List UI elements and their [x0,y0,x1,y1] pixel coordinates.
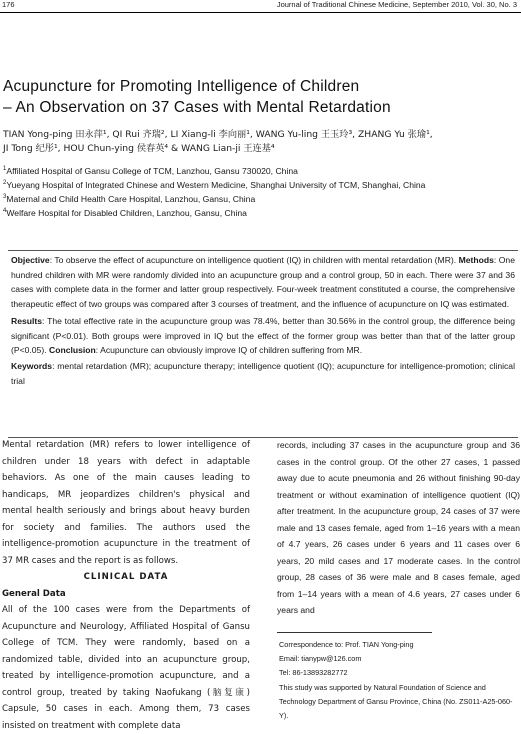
page-number: 176 [2,0,15,9]
authors-line-1: TIAN Yong-ping 田永萍¹, QI Rui 齐瑞², LI Xiang-li 李向丽¹, WANG Yu-ling 王玉玲³, ZHANG Yu 张瑜¹, [3,129,433,140]
affiliation-4: $^4$Welfare Hospital for Disabled Children, Lanzhou, Gansu, China [3,208,247,218]
email: Email: tianypw@126.com [279,654,362,664]
section-heading: CLINICAL DATA [83,572,169,582]
footnote-divider [277,632,432,633]
left-column [2,437,250,734]
funding-note: This study was supported by Natural Foundation of Science and Technology Department of Gansu Province, China (No. ZS011-A25-060-Y). [279,682,513,721]
keywords: Keywords: mental retardation (MR); acupuncture therapy; intelligence quotient (IQ); acupuncture for intelligence-promotion; clinical trial [11,360,515,386]
right-column [277,437,520,619]
authors-line-2: JI Tong 纪彤¹, HOU Chun-ying 侯春英⁴ & WANG Lian-ji 王连基⁴ [3,143,275,154]
abstract-box [8,250,518,438]
article-title [3,76,518,118]
abstract-results: Results: The total effective rate in the acupuncture group was 78.4%, better than 30.56% in the control group, the difference being significant (P<0.01). Both groups were improved in IQ but the effect of the former group was better than that of the latter group (P<0.05). Conclusion: Acupuncture can obviously improve IQ of children suffering from MR. [11,315,515,356]
subheading: General Data [2,588,66,599]
intro-paragraph: Mental retardation (MR) refers to lower intelligence of children under 18 years with defect in adaptable behaviors. As one of the main causes leading to handicaps, MR jeopardizes children's physical and mental health seriously and brings about heavy burden for society and families. The authors used the intelligence-promotion acupuncture in the treatment of 37 MR cases and the report is as follows. [2,440,250,566]
running-header [0,0,521,13]
affiliation-3: $^3$Maternal and Child Health Care Hospital, Lanzhou, Gansu, China [3,194,256,204]
continued-paragraph: records, including 37 cases in the acupuncture group and 36 cases in the control group. Of the other 27 cases, 1 passed away due to acute pneumonia and 26 without finishing 90-day treatment or without examination of intelligence quotient (IQ) after treatment. In the acupuncture group, 24 cases of 37 were male and 13 cases female, aged from 1–16 years with a mean of 4.7 years, 26 cases under 6 years and 11 cases over 6 years, 20 mild cases and 17 moderate cases. In the control group, 28 cases of 36 were male and 8 cases female, aged from 1–14 years with a mean of 4.6 years, 27 cases under 6 years and [277,440,520,615]
author-list [3,128,518,156]
objective-label: Objective [11,255,50,265]
methods-label: Methods [458,255,494,265]
results-label: Results [11,315,43,326]
correspondence: Correspondence to: Prof. TIAN Yong-ping [279,640,414,649]
affiliation-1: $^1$Affiliated Hospital of Gansu College of TCM, Lanzhou, Gansu 730020, China [3,166,298,176]
title-line-1: Acupuncture for Promoting Intelligence of Children [3,78,360,95]
general-data-paragraph: All of the 100 cases were from the Departments of Acupuncture and Neurology, Affiliated Hospital of Gansu College of TCM. They were randomly, based on a randomized table, divided into an acupuncture group, treated by intelligence-promotion acupuncture, and a control group, treated by taking Naofukang (脑复康) Capsule, 50 cases in each. Among them, 73 cases insisted on treatment with complete data [2,605,250,731]
footnote [279,638,519,723]
journal-citation: Journal of Traditional Chinese Medicine, September 2010, Vol. 30, No. 3 [276,0,517,9]
title-line-2: – An Observation on 37 Cases with Mental Retardation [3,99,391,116]
affiliation-2: $^2$Yueyang Hospital of Integrated Chinese and Western Medicine, Shanghai University of TCM, Shanghai, China [3,180,426,190]
abstract-text: Objective: To observe the effect of acupuncture on intelligence quotient (IQ) in children with mental retardation (MR). Methods: One hundred children with MR were randomly divided into an acupuncture group and a control group, 50 in each. There were 37 and 36 cases with complete data in the former and latter group respectively. Four-week treatment constituted a course, the comprehensive therapeutic effect of two groups was compared after 3 courses of treatment, and the influence of acupuncture on IQ was estimated. [11,255,515,310]
keywords-label: Keywords [11,360,53,371]
conclusion-label: Conclusion [48,345,96,356]
telephone: Tel: 86-13893282772 [279,668,348,678]
